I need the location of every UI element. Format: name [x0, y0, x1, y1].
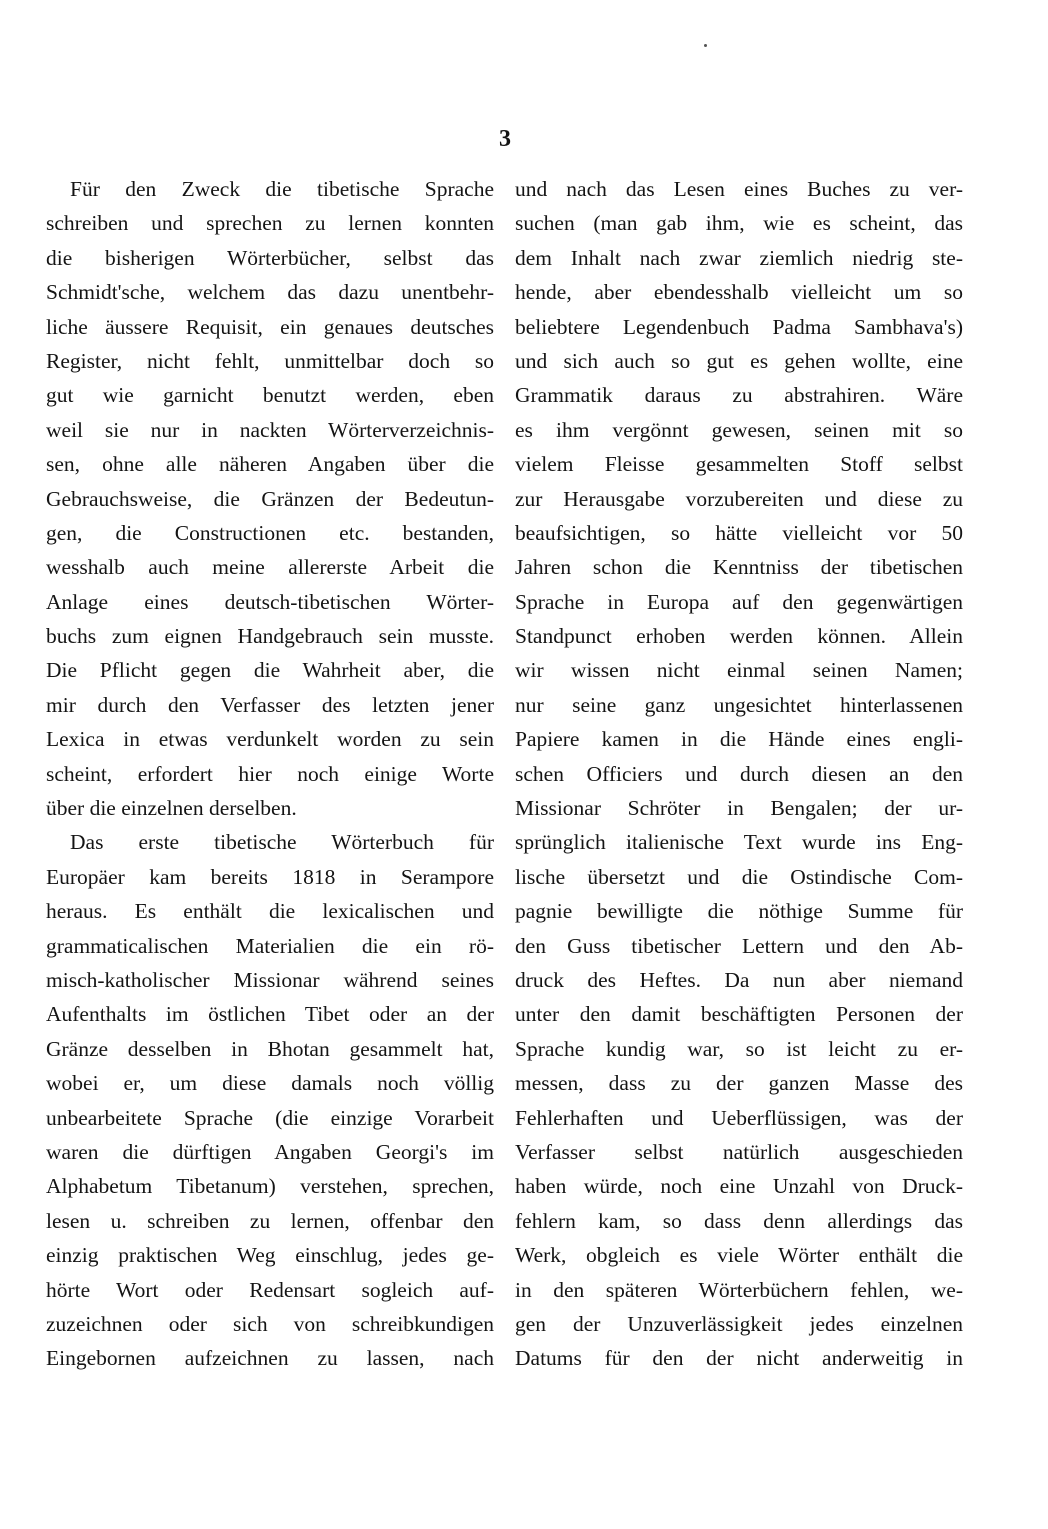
text-line: Das erste tibetische Wörterbuch für — [70, 830, 494, 855]
text-line: Jahren schon die Kenntniss der tibetischen — [515, 555, 963, 580]
text-line: buchs zum eignen Handgebrauch sein musste. — [46, 624, 494, 649]
text-line: unter den damit beschäftigten Personen der — [515, 1002, 963, 1027]
text-line: Datums für den der nicht anderweitig in — [515, 1346, 963, 1371]
text-line: haben würde, noch eine Unzahl von Druck- — [515, 1174, 963, 1199]
text-line: Papiere kamen in die Hände eines engli- — [515, 727, 963, 752]
text-line: Europäer kam bereits 1818 in Serampore — [46, 864, 494, 889]
text-line: suchen (man gab ihm, wie es scheint, das — [515, 211, 963, 236]
text-line: sen, ohne alle näheren Angaben über die — [46, 452, 494, 477]
text-line: sprünglich italienische Text wurde ins Eng- — [515, 830, 963, 855]
text-line: Eingebornen aufzeichnen zu lassen, nach — [46, 1346, 494, 1371]
text-line: Alphabetum Tibetanum) verstehen, sprechen, — [46, 1174, 494, 1199]
text-line: gen der Unzuverlässigkeit jedes einzelnen — [515, 1311, 963, 1336]
text-line: hörte Wort oder Redensart sogleich auf- — [46, 1277, 494, 1302]
text-line: waren die dürftigen Angaben Georgi's im — [46, 1139, 494, 1164]
text-line: über die einzelnen derselben. — [46, 796, 297, 821]
text-line: schen Officiers und durch diesen an den — [515, 761, 963, 786]
text-line: Fehlerhaften und Ueberflüssigen, was der — [515, 1105, 963, 1130]
text-line: beaufsichtigen, so hätte vielleicht vor 50 — [515, 520, 963, 545]
text-line: heraus. Es enthält die lexicalischen und — [46, 899, 494, 924]
text-line: beliebtere Legendenbuch Padma Sambhava's) — [515, 314, 963, 339]
text-line: wesshalb auch meine allererste Arbeit die — [46, 555, 494, 580]
text-line: Gebrauchsweise, die Gränzen der Bedeutun- — [46, 486, 494, 511]
text-line: Missionar Schröter in Bengalen; der ur- — [515, 796, 963, 821]
text-line: druck des Heftes. Da nun aber niemand — [515, 967, 963, 992]
text-line: zur Herausgabe vorzubereiten und diese zu — [515, 486, 963, 511]
text-line: es ihm vergönnt gewesen, seinen mit so — [515, 417, 963, 442]
text-line: fehlern kam, so dass denn allerdings das — [515, 1208, 963, 1233]
text-line: Aufenthalts im östlichen Tibet oder an der — [46, 1002, 494, 1027]
text-line: und sich auch so gut es gehen wollte, eine — [515, 348, 963, 373]
left-column — [46, 172, 494, 1376]
text-line: einzig praktischen Weg einschlug, jedes ge- — [46, 1243, 494, 1268]
text-line: wir wissen nicht einmal seinen Namen; — [515, 658, 963, 683]
right-column — [515, 172, 963, 1376]
text-line: Register, nicht fehlt, unmittelbar doch so — [46, 348, 494, 373]
text-line: scheint, erfordert hier noch einige Worte — [46, 761, 494, 786]
text-line: Schmidt'sche, welchem das dazu unentbehr- — [46, 280, 494, 305]
text-line: Grammatik daraus zu abstrahiren. Wäre — [515, 383, 963, 408]
text-line: Standpunct erhoben werden können. Allein — [515, 624, 963, 649]
text-line: lische übersetzt und die Ostindische Com- — [515, 864, 963, 889]
text-line: unbearbeitete Sprache (die einzige Vorarbeit — [46, 1105, 494, 1130]
text-line: in den späteren Wörterbüchern fehlen, we- — [515, 1277, 963, 1302]
text-line: zuzeichnen oder sich von schreibkundigen — [46, 1311, 494, 1336]
text-line: nur seine ganz ungesichtet hinterlassenen — [515, 692, 963, 717]
text-line: grammaticalischen Materialien die ein rö- — [46, 933, 494, 958]
text-line: die bisherigen Wörterbücher, selbst das — [46, 245, 494, 270]
text-line: hende, aber ebendesshalb vielleicht um so — [515, 280, 963, 305]
text-line: wobei er, um diese damals noch völlig — [46, 1071, 494, 1096]
text-line: pagnie bewilligte die nöthige Summe für — [515, 899, 963, 924]
scan-speck — [704, 44, 707, 47]
text-line: und nach das Lesen eines Buches zu ver- — [515, 177, 963, 201]
text-line: gen, die Constructionen etc. bestanden, — [46, 520, 494, 545]
text-line: misch-katholischer Missionar während seines — [46, 967, 494, 992]
page-number: 3 — [499, 126, 511, 152]
text-line: dem Inhalt nach zwar ziemlich niedrig ste- — [515, 245, 963, 270]
text-line: mir durch den Verfasser des letzten jener — [46, 692, 494, 717]
text-line: Gränze desselben in Bhotan gesammelt hat, — [46, 1036, 494, 1061]
text-line: gut wie garnicht benutzt werden, eben — [46, 383, 494, 408]
text-line: schreiben und sprechen zu lernen konnten — [46, 211, 494, 236]
text-line: Werk, obgleich es viele Wörter enthält die — [515, 1243, 963, 1268]
text-line: Lexica in etwas verdunkelt worden zu sein — [46, 727, 494, 752]
text-line: den Guss tibetischer Lettern und den Ab- — [515, 933, 963, 958]
text-line: weil sie nur in nackten Wörterverzeichnis- — [46, 417, 494, 442]
text-line: Sprache in Europa auf den gegenwärtigen — [515, 589, 963, 614]
text-line: liche äussere Requisit, ein genaues deutsches — [46, 314, 494, 339]
text-line: Für den Zweck die tibetische Sprache — [70, 177, 494, 201]
text-line: vielem Fleisse gesammelten Stoff selbst — [515, 452, 963, 477]
text-line: Verfasser selbst natürlich ausgeschieden — [515, 1139, 963, 1164]
text-line: messen, dass zu der ganzen Masse des — [515, 1071, 963, 1096]
text-line: lesen u. schreiben zu lernen, offenbar den — [46, 1208, 494, 1233]
text-line: Die Pflicht gegen die Wahrheit aber, die — [46, 658, 494, 683]
text-line: Sprache kundig war, so ist leicht zu er- — [515, 1036, 963, 1061]
text-line: Anlage eines deutsch-tibetischen Wörter- — [46, 589, 494, 614]
